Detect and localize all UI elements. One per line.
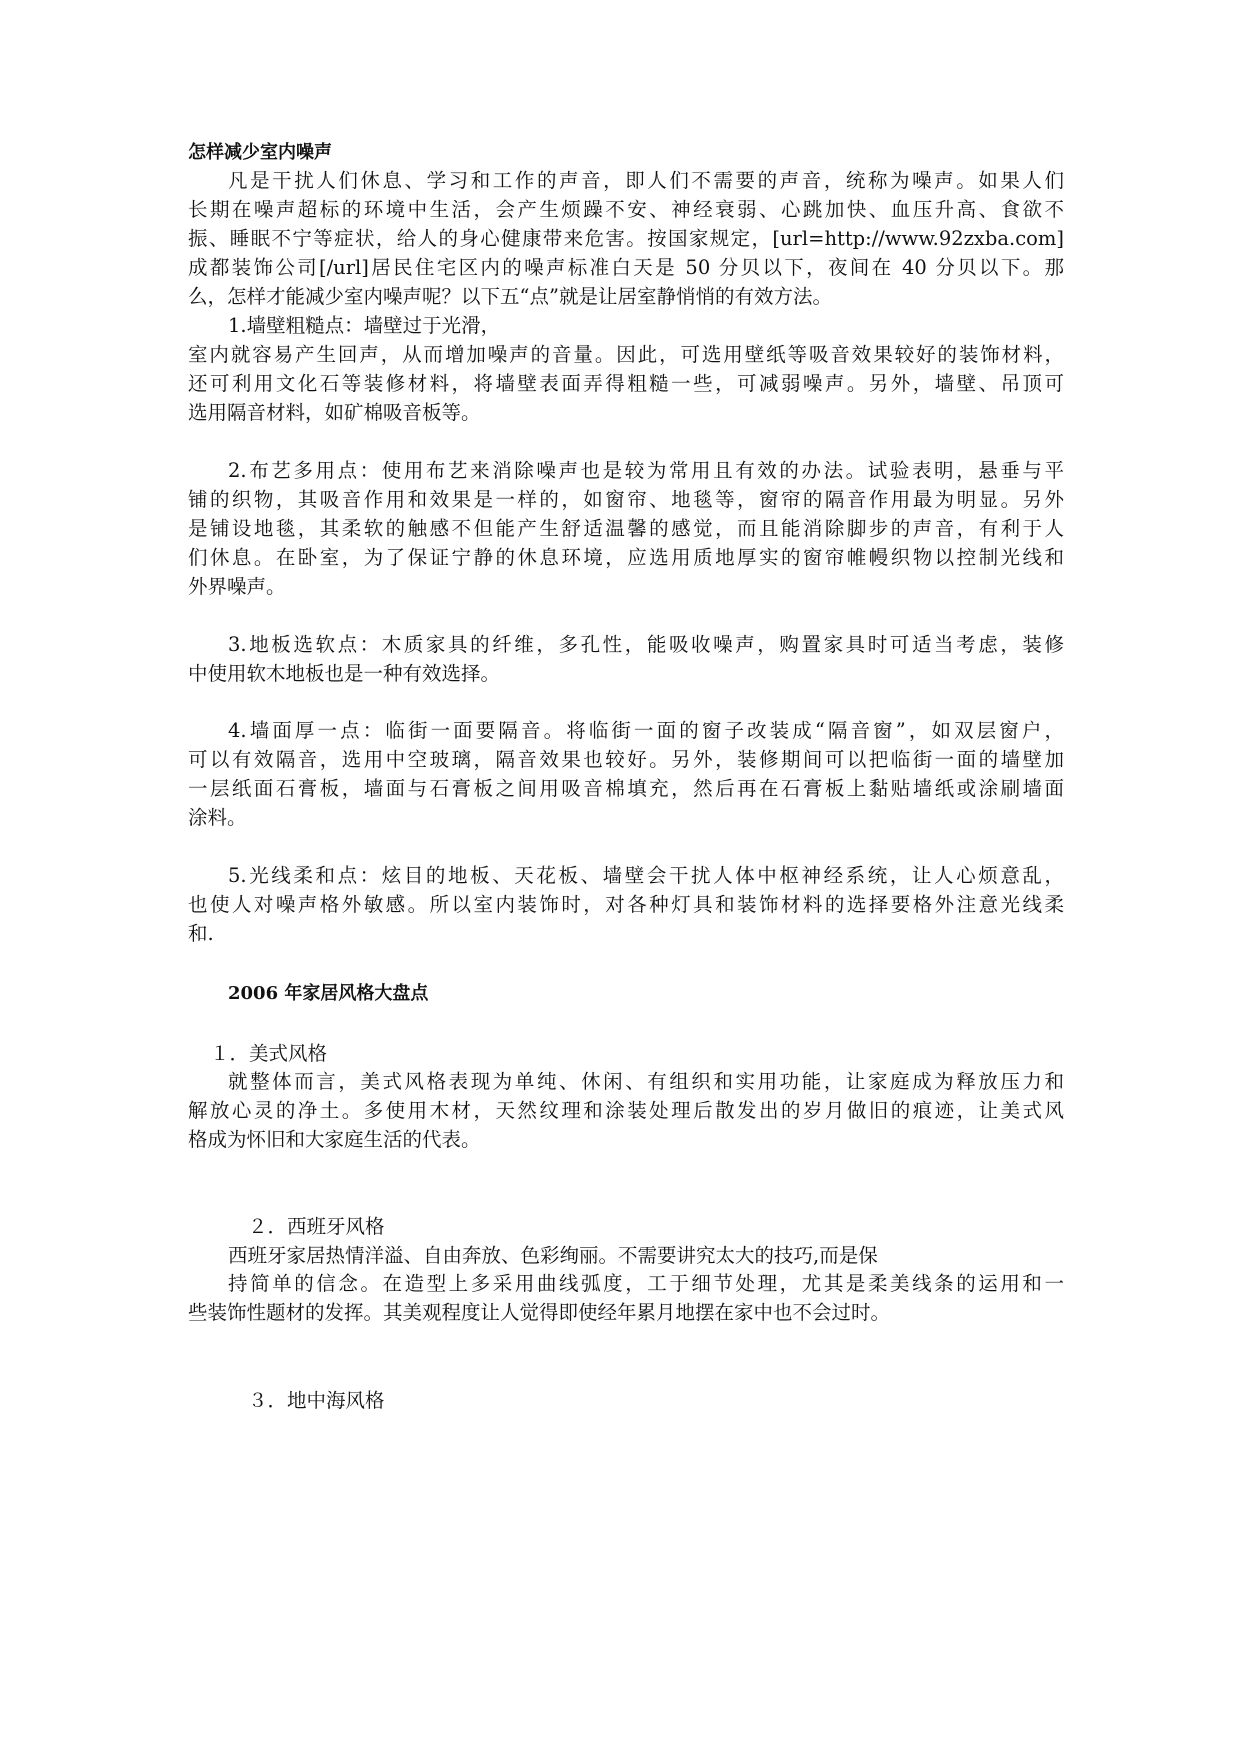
style1-heading: １．美式风格	[210, 1042, 328, 1065]
document-page	[188, 0, 1064, 1754]
intro-line: 么，怎样才能减少室内噪声呢？以下五“点”就是让居室静悄悄的有效方法。	[188, 285, 832, 308]
style2-line: 西班牙家居热情洋溢、自由奔放、色彩绚丽。不需要讲究太大的技巧,而是保	[228, 1244, 878, 1267]
point2-line: 铺的织物，其吸音作用和效果是一样的，如窗帘、地毯等，窗帘的隔音作用最为明显。另外	[188, 488, 1064, 511]
intro-line: 成都装饰公司[/url]居民住宅区内的噪声标准白天是 50 分贝以下，夜间在 40 分贝以下。那	[188, 256, 1064, 279]
point5-line: 和.	[188, 922, 214, 945]
style2-line: 持简单的信念。在造型上多采用曲线弧度，工于细节处理，尤其是柔美线条的运用和一	[228, 1272, 1064, 1295]
point2-line: 2.布艺多用点：使用布艺来消除噪声也是较为常用且有效的办法。试验表明，悬垂与平	[228, 459, 1064, 482]
section-title: 2006 年家居风格大盘点	[228, 983, 429, 1004]
point4-line: 可以有效隔音，选用中空玻璃，隔音效果也较好。另外，装修期间可以把临街一面的墙壁加	[188, 748, 1064, 771]
style1-line: 格成为怀旧和大家庭生活的代表。	[188, 1128, 481, 1151]
style1-line: 就整体而言，美式风格表现为单纯、休闲、有组织和实用功能，让家庭成为释放压力和	[228, 1070, 1064, 1093]
point4-line: 一层纸面石膏板，墙面与石膏板之间用吸音棉填充，然后再在石膏板上黏贴墙纸或涂刷墙面	[188, 777, 1064, 800]
style2-line: 些装饰性题材的发挥。其美观程度让人觉得即使经年累月地摆在家中也不会过时。	[188, 1301, 891, 1324]
style3-heading: ３．地中海风格	[248, 1389, 385, 1412]
article-title: 怎样减少室内噪声	[188, 142, 332, 163]
point2-line: 们休息。在卧室，为了保证宁静的休息环境，应选用质地厚实的窗帘帷幔织物以控制光线和	[188, 546, 1064, 569]
intro-line: 凡是干扰人们休息、学习和工作的声音，即人们不需要的声音，统称为噪声。如果人们	[228, 169, 1064, 192]
point4-line: 涂料。	[188, 806, 247, 829]
point3-line: 中使用软木地板也是一种有效选择。	[188, 662, 501, 685]
point5-line: 也使人对噪声格外敏感。所以室内装饰时，对各种灯具和装饰材料的选择要格外注意光线柔	[188, 893, 1064, 916]
point1-line: 选用隔音材料，如矿棉吸音板等。	[188, 401, 481, 424]
style1-line: 解放心灵的净土。多使用木材，天然纹理和涂装处理后散发出的岁月做旧的痕迹，让美式风	[188, 1099, 1064, 1122]
point1-heading: 1.墙壁粗糙点：墙壁过于光滑，	[228, 314, 501, 337]
point2-line: 是铺设地毯，其柔软的触感不但能产生舒适温馨的感觉，而且能消除脚步的声音，有利于人	[188, 517, 1064, 540]
point4-line: 4.墙面厚一点：临街一面要隔音。将临街一面的窗子改装成“隔音窗”，如双层窗户，	[228, 719, 1064, 742]
point5-line: 5.光线柔和点：炫目的地板、天花板、墙壁会干扰人体中枢神经系统，让人心烦意乱，	[228, 864, 1064, 887]
intro-line: 长期在噪声超标的环境中生活，会产生烦躁不安、神经衰弱、心跳加快、血压升高、食欲不	[188, 198, 1064, 221]
point2-line: 外界噪声。	[188, 575, 286, 598]
point1-line: 室内就容易产生回声，从而增加噪声的音量。因此，可选用壁纸等吸音效果较好的装饰材料，	[188, 343, 1064, 366]
style2-heading: ２．西班牙风格	[248, 1215, 385, 1238]
point1-line: 还可利用文化石等装修材料，将墙壁表面弄得粗糙一些，可减弱噪声。另外，墙壁、吊顶可	[188, 372, 1064, 395]
intro-line: 振、睡眠不宁等症状，给人的身心健康带来危害。按国家规定，[url=http://www.92zxba.com]	[188, 227, 1064, 250]
point3-line: 3.地板选软点：木质家具的纤维，多孔性，能吸收噪声，购置家具时可适当考虑，装修	[228, 633, 1064, 656]
